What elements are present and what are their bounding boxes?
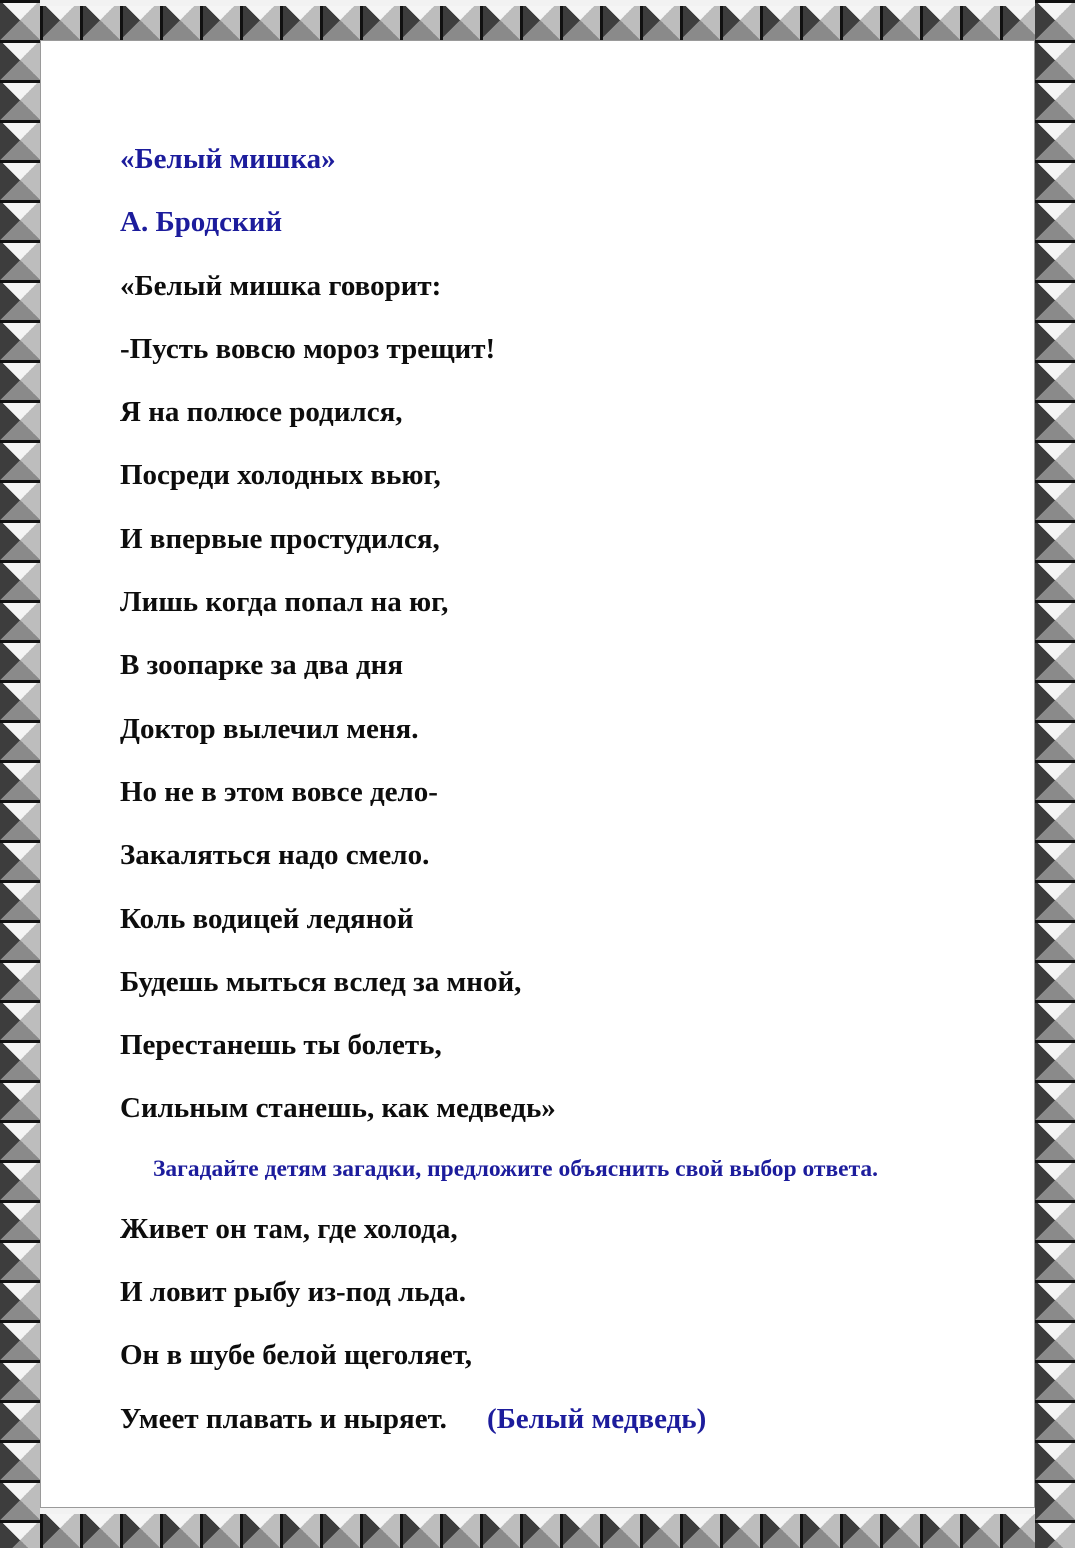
riddle-answer: (Белый медведь)	[486, 1402, 707, 1435]
decorative-border-right	[1035, 0, 1075, 1548]
poem-line: Посреди холодных вьюг,	[120, 459, 441, 492]
riddle-instruction: Загадайте детям загадки, предложите объяснить свой выбор ответа.	[153, 1155, 879, 1182]
poem-author: А. Бродский	[120, 206, 283, 239]
poem-line: И впервые простудился,	[120, 522, 440, 555]
decorative-border-top	[0, 0, 1075, 40]
riddle-last-line	[120, 1388, 1020, 1451]
poem-line: Будешь мыться вслед за мной,	[120, 965, 522, 998]
document-content	[120, 128, 1020, 1451]
poem-line: Коль водицей ледяной	[120, 902, 414, 935]
poem-line: В зоопарке за два дня	[120, 649, 404, 682]
poem-line: Лишь когда попал на юг,	[120, 586, 449, 619]
poem-line: Закаляться надо смело.	[120, 839, 430, 872]
poem-line: -Пусть вовсю мороз трещит!	[120, 332, 496, 365]
riddle-line: Он в шубе белой щеголяет,	[120, 1339, 473, 1372]
riddle-line: Умеет плавать и ныряет.	[120, 1402, 447, 1435]
poem-line: Перестанешь ты болеть,	[120, 1029, 442, 1062]
poem-line: «Белый мишка говорит:	[120, 269, 442, 302]
decorative-border-bottom	[0, 1508, 1075, 1548]
decorative-border-left	[0, 0, 40, 1548]
riddle-line: И ловит рыбу из-под льда.	[120, 1276, 466, 1309]
riddle-line: Живет он там, где холода,	[120, 1212, 458, 1245]
poem-line: Сильным станешь, как медведь»	[120, 1092, 556, 1125]
poem-line: Я на полюсе родился,	[120, 396, 403, 429]
poem-title: «Белый мишка»	[120, 143, 336, 175]
poem-line: Но не в этом вовсе дело-	[120, 775, 438, 808]
poem-line: Доктор вылечил меня.	[120, 712, 419, 745]
